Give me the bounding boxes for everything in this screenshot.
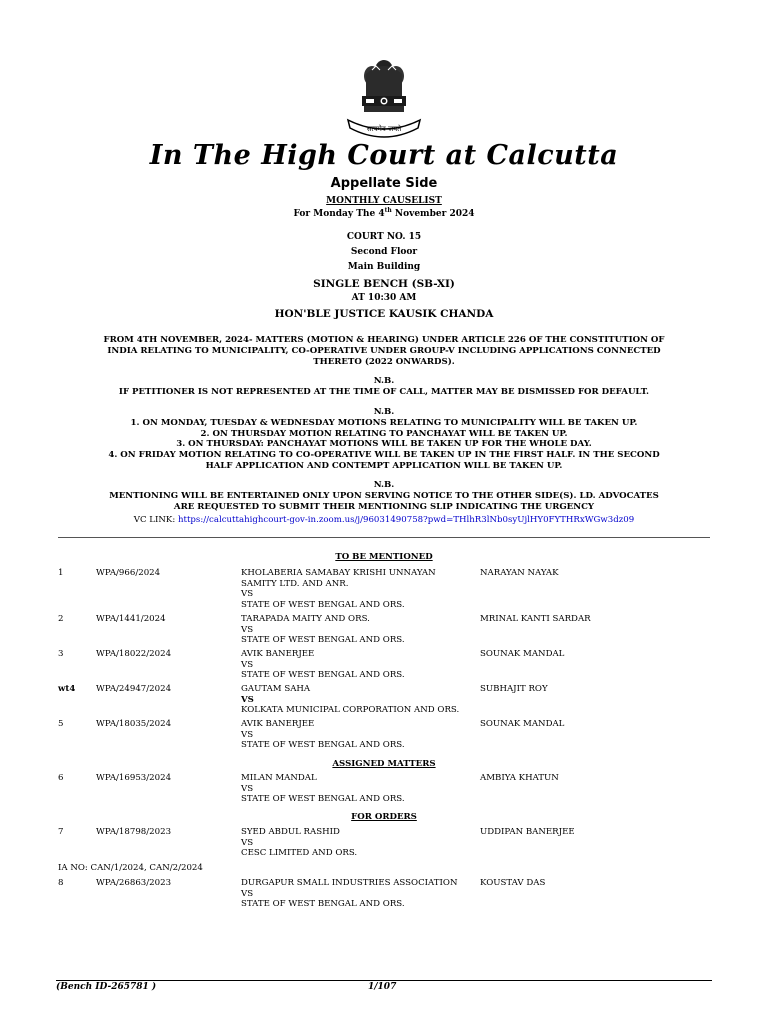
case-parties: GAUTAM SAHA VS KOLKATA MUNICIPAL CORPORATION AND ORS. [241, 684, 460, 715]
case-parties: KHOLABERIA SAMABAY KRISHI UNNAYAN SAMITY LTD. AND ANR. VS STATE OF WEST BENGAL AND ORS. [241, 568, 436, 610]
page-number: 1/107 [368, 982, 397, 992]
case-number: WPA/1441/2024 [96, 614, 166, 624]
sitting-time: AT 10:30 AM [351, 293, 417, 303]
case-number: WPA/16953/2024 [96, 773, 172, 783]
bench-id: (Bench ID-265781 ) [56, 982, 157, 992]
case-parties: TARAPADA MAITY AND ORS. VS STATE OF WEST BENGAL AND ORS. [241, 614, 405, 645]
case-parties: SYED ABDUL RASHID VS CESC LIMITED AND ORS. [241, 827, 358, 858]
case-number: WPA/18022/2024 [96, 649, 172, 659]
advocate-name: SOUNAK MANDAL [480, 649, 565, 659]
case-parties: MILAN MANDAL VS STATE OF WEST BENGAL AND ORS. [241, 773, 405, 804]
bench-name: SINGLE BENCH (SB-XI) [313, 278, 455, 290]
section-heading-assigned: ASSIGNED MATTERS [332, 759, 436, 769]
schedule-notice: N.B. 1. ON MONDAY, TUESDAY & WEDNESDAY MOTIONS RELATING TO MUNICIPALITY WILL BE TAKEN UP. 2. ON THURSDAY MOTION RELATING TO PANCHAYAT WILL BE TAKEN UP. 3. ON THURSDAY: PANCHAYAT MOTIONS WILL BE TAKEN UP FOR THE WHOLE DAY. 4. ON FRIDAY MOTION RELATING TO CO-OPERATIVE WILL BE TAKEN UP IN THE FIRST HALF. IN THE SECOND HALF APPLICATION AND CONTEMPT APPLICATION WILL BE TAKEN UP. [108, 407, 660, 471]
court-floor: Second Floor [350, 247, 418, 257]
advocate-name: NARAYAN NAYAK [480, 568, 559, 578]
footer-divider [56, 980, 712, 981]
serial-number: 8 [58, 878, 64, 888]
side-heading: Appellate Side [330, 176, 438, 191]
vc-link[interactable]: https://calcuttahighcourt-gov-in.zoom.us/j/96031490758?pwd=THlhR3lNb0syUjlHY0FYTHRxWGw3dz09 [177, 515, 635, 525]
mentioning-notice: N.B. MENTIONING WILL BE ENTERTAINED ONLY UPON SERVING NOTICE TO THE OTHER SIDE(S). LD. ADVOCATES ARE REQUESTED TO SUBMIT THEIR MENTIONING SLIP INDICATING THE URGENCY [109, 480, 659, 512]
case-parties: AVIK BANERJEE VS STATE OF WEST BENGAL AND ORS. [241, 649, 405, 680]
section-heading-mentioned: TO BE MENTIONED [335, 552, 433, 562]
advocate-name: MRINAL KANTI SARDAR [480, 614, 591, 624]
case-number: WPA/18798/2023 [96, 827, 172, 837]
advocate-name: UDDIPAN BANERJEE [480, 827, 575, 837]
case-number: WPA/966/2024 [96, 568, 161, 578]
state-emblem-logo [342, 56, 426, 140]
case-number: WPA/24947/2024 [96, 684, 172, 694]
advocate-name: SOUNAK MANDAL [480, 719, 565, 729]
default-notice: N.B. IF PETITIONER IS NOT REPRESENTED AT THE TIME OF CALL, MATTER MAY BE DISMISSED FOR DEFAULT. [118, 376, 650, 397]
advocate-name: AMBIYA KHATUN [480, 773, 559, 783]
advocate-name: KOUSTAV DAS [480, 878, 546, 888]
ia-note: IA NO: CAN/1/2024, CAN/2/2024 [58, 863, 203, 873]
section-heading-orders: FOR ORDERS [351, 812, 417, 822]
jurisdiction-notice: FROM 4TH NOVEMBER, 2024- MATTERS (MOTION & HEARING) UNDER ARTICLE 226 OF THE CONSTITUTION OF INDIA RELATING TO MUNICIPALITY, CO-OPERATIVE UNDER GROUP-V INCLUDING APPLICATIONS CONNECTED THERETO (2022 ONWARDS). [103, 335, 665, 367]
causelist-date: For Monday The 4th November 2024 [293, 207, 475, 219]
vc-link-line [0, 515, 768, 525]
case-number: WPA/26863/2023 [96, 878, 172, 888]
court-building: Main Building [347, 262, 421, 272]
court-number: COURT NO. 15 [346, 232, 422, 242]
serial-number: 5 [58, 719, 64, 729]
advocate-name: SUBHAJIT ROY [480, 684, 548, 694]
serial-number: 6 [58, 773, 64, 783]
causelist-type: MONTHLY CAUSELIST [326, 196, 442, 206]
case-parties: AVIK BANERJEE VS STATE OF WEST BENGAL AND ORS. [241, 719, 405, 750]
serial-number: 7 [58, 827, 64, 837]
serial-number: 1 [58, 568, 64, 578]
case-number: WPA/18035/2024 [96, 719, 172, 729]
case-parties: DURGAPUR SMALL INDUSTRIES ASSOCIATION VS STATE OF WEST BENGAL AND ORS. [241, 878, 458, 909]
serial-number: 3 [58, 649, 64, 659]
svg-text:सत्यमेव जयते: सत्यमेव जयते [366, 125, 402, 133]
serial-number: 2 [58, 614, 64, 624]
serial-number: wt4 [58, 684, 76, 694]
court-title: In The High Court at Calcutta [149, 140, 619, 171]
justice-name: HON'BLE JUSTICE KAUSIK CHANDA [274, 308, 494, 320]
vc-link-label: VC LINK: [133, 515, 178, 525]
divider [58, 537, 710, 538]
